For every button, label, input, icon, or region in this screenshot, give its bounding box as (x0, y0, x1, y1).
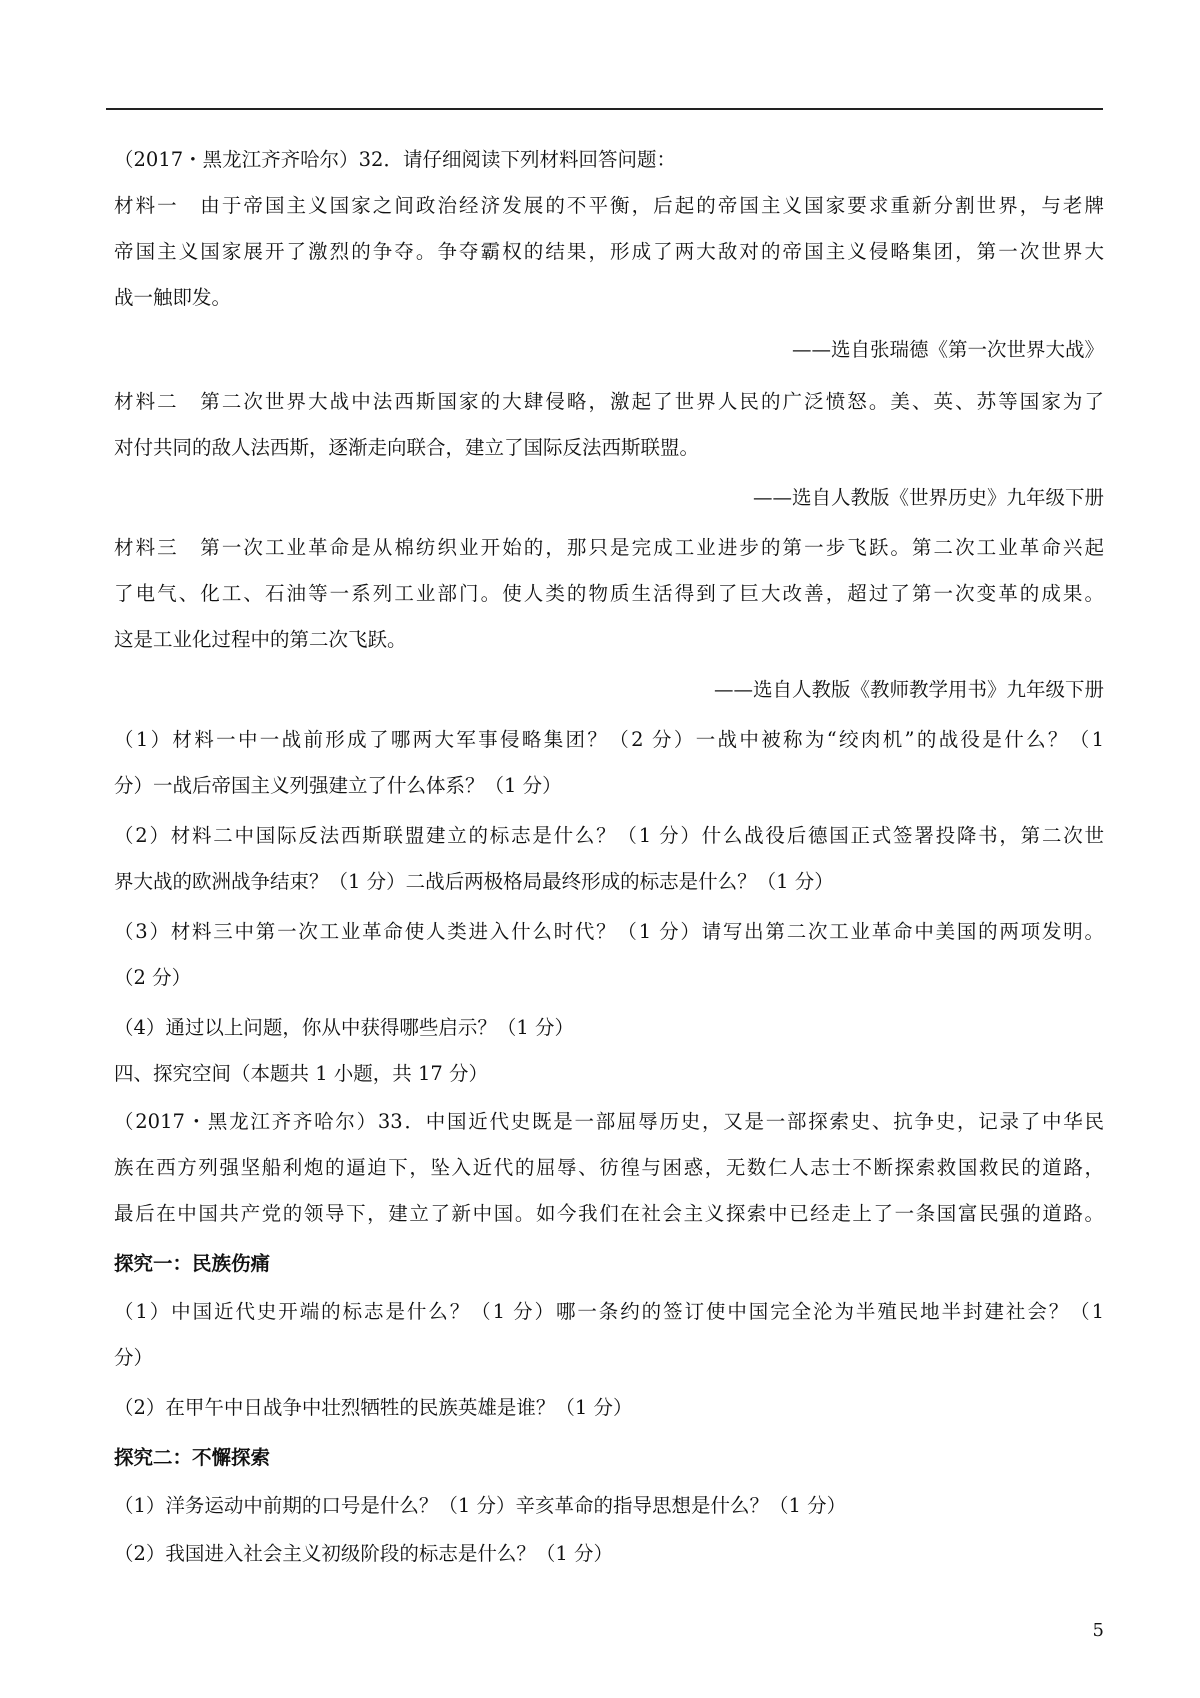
q32-part-2-line-1: （2）材料二中国际反法西斯联盟建立的标志是什么？（1 分）什么战役后德国正式签署投降书，第二次世 (114, 824, 1104, 847)
material-1-line-1: 材料一 由于帝国主义国家之间政治经济发展的不平衡，后起的帝国主义国家要求重新分割世界，与老牌 (114, 194, 1104, 217)
material-3-source: ——选自人教版《教师教学用书》九年级下册 (713, 678, 1104, 701)
material-1-source: ——选自张瑞德《第一次世界大战》 (791, 338, 1104, 361)
inquiry-2-q2: （2）我国进入社会主义初级阶段的标志是什么？（1 分） (114, 1542, 614, 1565)
section-4-heading: 四、探究空间（本题共 1 小题，共 17 分） (114, 1062, 489, 1085)
q32-part-4: （4）通过以上问题，你从中获得哪些启示？（1 分） (114, 1016, 575, 1039)
material-1-line-2: 帝国主义国家展开了激烈的争夺。争夺霸权的结果，形成了两大敌对的帝国主义侵略集团，第一次世界大 (114, 240, 1104, 263)
question-32-intro: （2017・黑龙江齐齐哈尔）32．请仔细阅读下列材料回答问题： (114, 148, 676, 171)
material-3-line-1: 材料三 第一次工业革命是从棉纺织业开始的，那只是完成工业进步的第一步飞跃。第二次工业革命兴起 (114, 536, 1104, 559)
inquiry-2-q1: （1）洋务运动中前期的口号是什么？（1 分）辛亥革命的指导思想是什么？（1 分） (114, 1494, 847, 1517)
material-2-line-1: 材料二 第二次世界大战中法西斯国家的大肆侵略，激起了世界人民的广泛愤怒。美、英、苏等国家为了 (114, 390, 1104, 413)
header-rule (106, 108, 1103, 110)
material-3-line-2: 了电气、化工、石油等一系列工业部门。使人类的物质生活得到了巨大改善，超过了第一次变革的成果。 (114, 582, 1104, 605)
inquiry-1-q2: （2）在甲午中日战争中壮烈牺牲的民族英雄是谁？（1 分） (114, 1396, 633, 1419)
question-33-line-3: 最后在中国共产党的领导下，建立了新中国。如今我们在社会主义探索中已经走上了一条国富民强的道路。 (114, 1202, 1104, 1225)
question-33-line-2: 族在西方列强坚船利炮的逼迫下，坠入近代的屈辱、彷徨与困惑，无数仁人志士不断探索救国救民的道路， (114, 1156, 1104, 1179)
inquiry-1-heading: 探究一：民族伤痛 (114, 1252, 271, 1275)
material-2-line-2: 对付共同的敌人法西斯，逐渐走向联合，建立了国际反法西斯联盟。 (114, 436, 700, 459)
material-3-line-3: 这是工业化过程中的第二次飞跃。 (114, 628, 407, 651)
q32-part-2-line-2: 界大战的欧洲战争结束？（1 分）二战后两极格局最终形成的标志是什么？（1 分） (114, 870, 834, 893)
material-2-source: ——选自人教版《世界历史》九年级下册 (752, 486, 1104, 509)
question-33-line-1: （2017・黑龙江齐齐哈尔）33．中国近代史既是一部屈辱历史，又是一部探索史、抗争史，记录了中华民 (114, 1110, 1104, 1133)
q32-part-1-line-2: 分）一战后帝国主义列强建立了什么体系？（1 分） (114, 774, 562, 797)
page-number: 5 (1092, 1620, 1104, 1641)
q32-part-3-line-2: （2 分） (114, 966, 192, 989)
material-1-line-3: 战一触即发。 (114, 286, 232, 309)
inquiry-1-q1-line-1: （1）中国近代史开端的标志是什么？（1 分）哪一条约的签订使中国完全沦为半殖民地半封建社会？（1 (114, 1300, 1104, 1323)
inquiry-1-q1-line-2: 分） (114, 1346, 154, 1369)
inquiry-2-heading: 探究二：不懈探索 (114, 1446, 271, 1469)
q32-part-1-line-1: （1）材料一中一战前形成了哪两大军事侵略集团？（2 分）一战中被称为“绞肉机”的战役是什么？（1 (114, 728, 1104, 751)
q32-part-3-line-1: （3）材料三中第一次工业革命使人类进入什么时代？（1 分）请写出第二次工业革命中美国的两项发明。 (114, 920, 1104, 943)
